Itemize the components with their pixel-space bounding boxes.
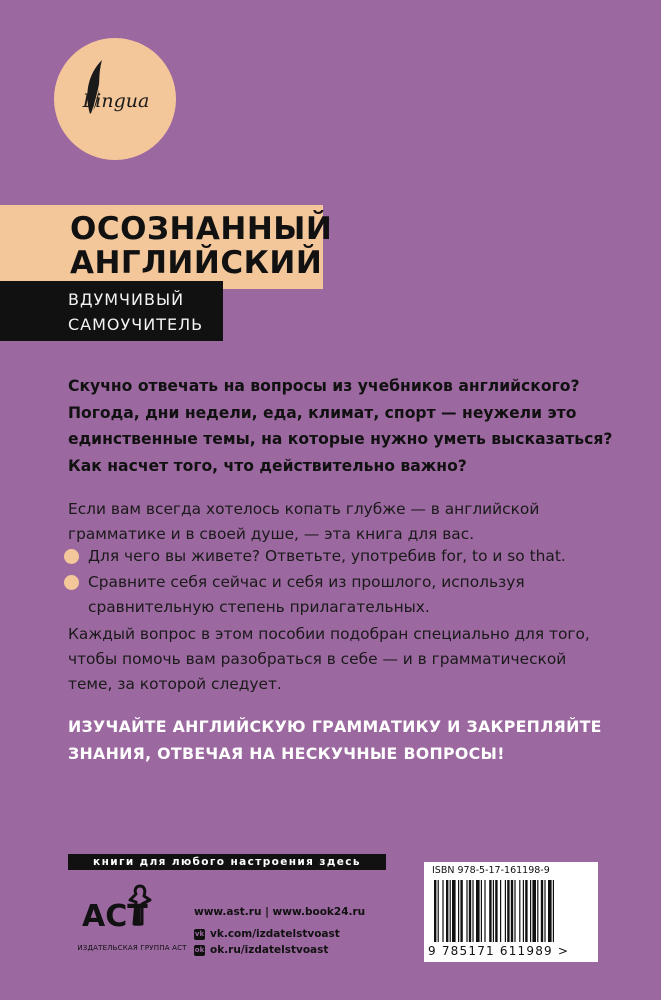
closing-line: теме, за которой следует. xyxy=(68,675,282,693)
vk-link[interactable] xyxy=(194,928,340,940)
barcode-stripe xyxy=(514,880,515,942)
barcode-stripe xyxy=(493,880,494,942)
barcode-stripe xyxy=(458,880,459,942)
ok-link-text: ok.ru/izdatelstvoast xyxy=(210,944,329,956)
barcode-stripe xyxy=(548,880,552,942)
barcode-stripe xyxy=(452,880,456,942)
website-links[interactable]: www.ast.ru | www.book24.ru xyxy=(194,906,366,918)
barcode-stripe xyxy=(500,880,501,942)
vk-icon: vk xyxy=(194,929,205,938)
ast-logo-text: ACT xyxy=(82,899,148,934)
barcode-stripe xyxy=(484,880,485,942)
barcode-stripe xyxy=(544,880,545,942)
isbn-label: ISBN 978-5-17-161198-9 xyxy=(432,865,550,876)
barcode-icon xyxy=(434,880,588,942)
ast-logo xyxy=(78,880,170,944)
subtitle-line-2: САМОУЧИТЕЛЬ xyxy=(68,315,204,334)
barcode-stripe xyxy=(523,880,524,942)
lead-line: Скучно отвечать на вопросы из учебников английского? xyxy=(68,377,580,395)
cta-line: ИЗУЧАЙТЕ АНГЛИЙСКУЮ ГРАММАТИКУ И ЗАКРЕПЛЯЙТЕ xyxy=(68,717,602,736)
barcode-stripe xyxy=(481,880,482,942)
barcode-stripe xyxy=(434,880,436,942)
barcode-stripe xyxy=(460,880,462,942)
barcode-stripe xyxy=(469,880,471,942)
barcode-stripe xyxy=(489,880,491,942)
title-line-2: АНГЛИЙСКИЙ xyxy=(70,245,323,281)
bullet-dot xyxy=(64,549,79,564)
call-to-action xyxy=(68,713,648,767)
ok-icon: ok xyxy=(194,945,205,954)
barcode-stripe xyxy=(466,880,467,942)
title-line-1: ОСОЗНАННЫЙ xyxy=(70,211,333,247)
logo-text: Lingua xyxy=(82,90,150,112)
barcode-digits: 9 785171 611989 > xyxy=(428,944,570,958)
intro-line: грамматике и в своей душе, — эта книга для вас. xyxy=(68,525,475,543)
closing-line: Каждый вопрос в этом пособии подобран специально для того, xyxy=(68,625,590,643)
bullet-dot xyxy=(64,575,79,590)
lingua-logo xyxy=(54,38,176,160)
bullet-line: Для чего вы живете? Ответьте, употребив for, to и so that. xyxy=(88,547,566,565)
bullet-line: Сравните себя сейчас и себя из прошлого, используя xyxy=(88,573,525,591)
barcode-stripe xyxy=(525,880,527,942)
subtitle-line-1: ВДУМЧИВЫЙ xyxy=(68,290,185,309)
barcode-stripe xyxy=(450,880,451,942)
barcode-stripe xyxy=(438,880,439,942)
barcode-stripe xyxy=(530,880,531,942)
bullet-item-2 xyxy=(88,570,648,620)
lead-line: Погода, дни недели, еда, климат, спорт — неужели это xyxy=(68,403,577,422)
barcode-stripe xyxy=(541,880,543,942)
ok-link[interactable] xyxy=(194,944,328,956)
lead-paragraph xyxy=(68,373,628,479)
closing-paragraph xyxy=(68,622,628,697)
barcode-stripe xyxy=(505,880,506,942)
barcode-box xyxy=(424,862,598,962)
tagline-bar: книги для любого настроения здесь xyxy=(68,854,386,870)
cta-line: ЗНАНИЯ, ОТВЕЧАЯ НА НЕСКУЧНЫЕ ВОПРОСЫ! xyxy=(68,744,505,763)
barcode-stripe xyxy=(511,880,513,942)
publisher-name: ИЗДАТЕЛЬСКАЯ ГРУППА АСТ xyxy=(77,944,187,952)
intro-line: Если вам всегда хотелось копать глубже — в английской xyxy=(68,500,540,518)
barcode-stripe xyxy=(442,880,443,942)
barcode-stripe xyxy=(553,880,554,942)
barcode-stripe xyxy=(446,880,448,942)
bullet-item-1 xyxy=(88,544,648,569)
barcode-stripe xyxy=(507,880,509,942)
vk-link-text: vk.com/izdatelstvoast xyxy=(210,928,340,940)
barcode-stripe xyxy=(472,880,473,942)
barcode-stripe xyxy=(476,880,480,942)
bullet-line: сравнительную степень прилагательных. xyxy=(88,598,430,616)
lead-line: единственные темы, на которые нужно уметь высказаться? xyxy=(68,430,613,448)
barcode-stripe xyxy=(537,880,538,942)
lead-line: Как насчет того, что действительно важно? xyxy=(68,456,467,475)
barcode-stripe xyxy=(519,880,520,942)
barcode-stripe xyxy=(532,880,536,942)
intro-paragraph xyxy=(68,497,628,547)
barcode-stripe xyxy=(495,880,497,942)
closing-line: чтобы помочь вам разобраться в себе — и в грамматической xyxy=(68,650,567,668)
